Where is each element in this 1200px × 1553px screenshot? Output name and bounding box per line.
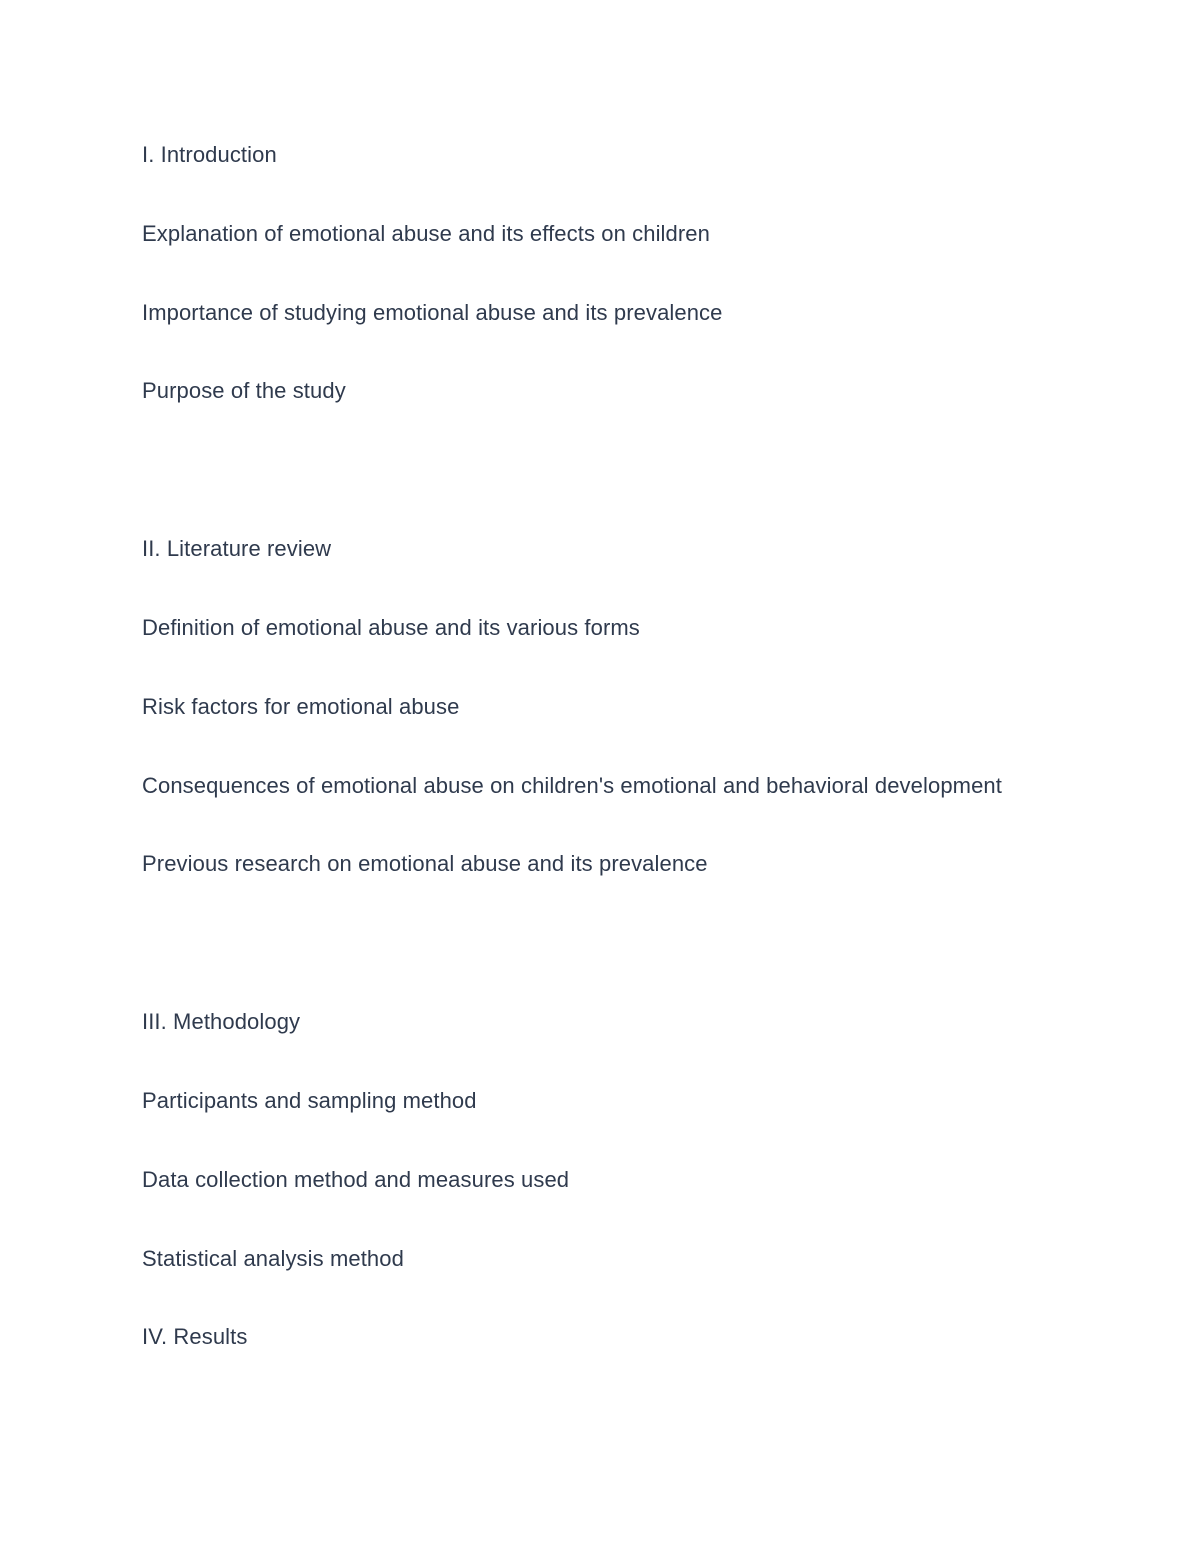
outline-item: Statistical analysis method [142, 1246, 404, 1271]
section-heading-literature-review: II. Literature review [142, 536, 332, 561]
section-heading-methodology: III. Methodology [142, 1009, 301, 1034]
outline-item: Importance of studying emotional abuse and its prevalence [142, 300, 723, 325]
section-heading-introduction: I. Introduction [142, 142, 277, 167]
outline-item: Participants and sampling method [142, 1088, 477, 1113]
outline-item: Consequences of emotional abuse on children's emotional and behavioral development [142, 773, 1002, 798]
outline-item: Previous research on emotional abuse and its prevalence [142, 851, 708, 876]
outline-item: Data collection method and measures used [142, 1167, 570, 1192]
outline-item: Risk factors for emotional abuse [142, 694, 460, 719]
outline-item: Definition of emotional abuse and its various forms [142, 615, 640, 640]
outline-item: Explanation of emotional abuse and its effects on children [142, 221, 710, 246]
section-heading-results: IV. Results [142, 1324, 248, 1349]
outline-item: Purpose of the study [142, 378, 346, 403]
